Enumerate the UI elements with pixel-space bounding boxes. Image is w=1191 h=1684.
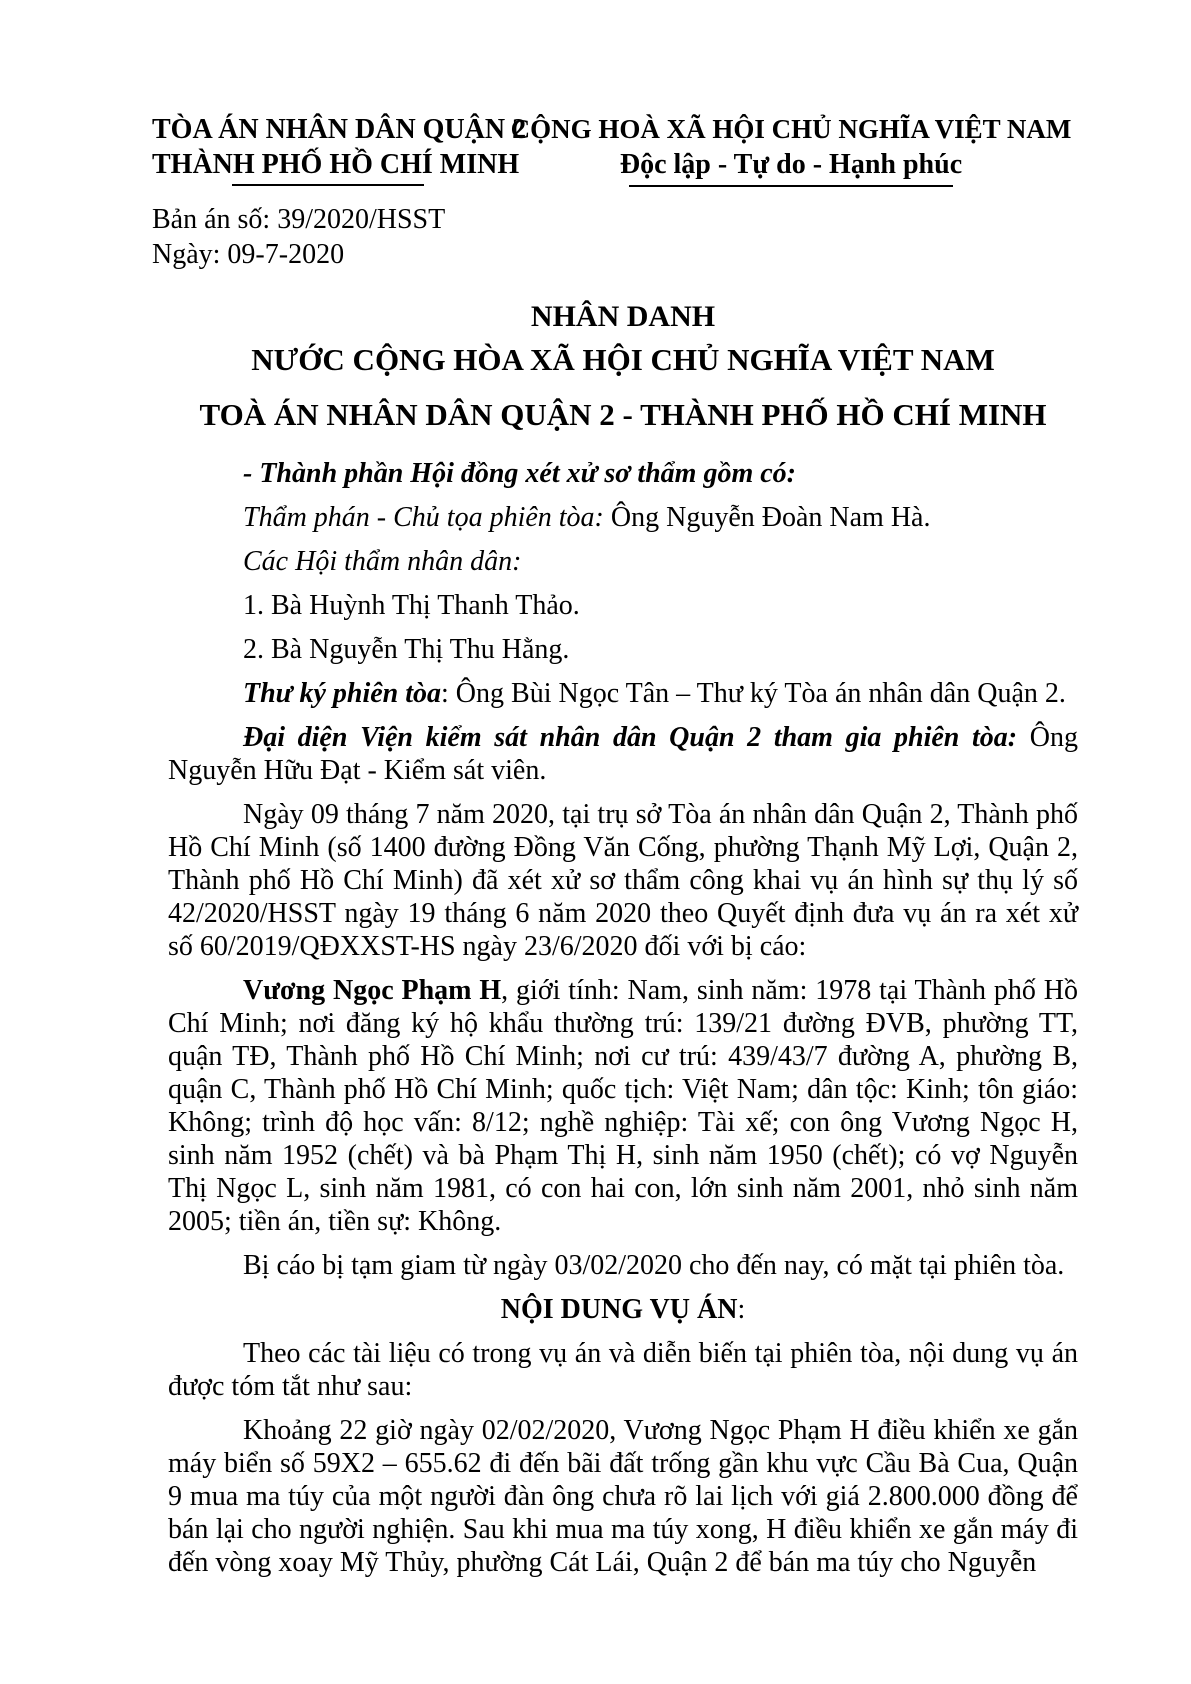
court-name-line2: THÀNH PHỐ HỒ CHÍ MINH — [152, 149, 520, 180]
case-intro-paragraph: Ngày 09 tháng 7 năm 2020, tại trụ sở Tòa án nhân dân Quận 2, Thành phố Hồ Chí Minh (số 1400 đường Đồng Văn Cống, phường Thạnh Mỹ Lợi, Quận 2, Thành phố Hồ Chí Minh) đã xét xử sơ thẩm công khai vụ án hình sự thụ lý số 42/2020/HSST ngày 19 tháng 6 năm 2020 theo Quyết định đưa vụ án ra xét xử số 60/2019/QĐXXST-HS ngày 23/6/2020 đối với bị cáo: — [168, 799, 1078, 962]
clerk-line — [168, 677, 1078, 710]
defendant-paragraph — [168, 974, 1078, 1238]
jurors-label: Các Hội thẩm nhân dân: — [243, 546, 522, 577]
panel-intro: - Thành phần Hội đồng xét xử sơ thẩm gồm có: — [243, 458, 796, 489]
section-heading-text: NỘI DUNG VỤ ÁN — [500, 1294, 738, 1325]
title-in-the-name: NHÂN DANH — [530, 300, 716, 333]
prosecutor-value: Ông Nguyễn Hữu Đạt - Kiểm sát viên. — [168, 722, 1078, 786]
prosecutor-label: Đại diện Viện kiểm sát nhân dân Quận 2 tham gia phiên tòa: — [243, 722, 1030, 753]
judge-label: Thẩm phán - Chủ tọa phiên tòa: — [243, 502, 611, 533]
judgment-date: Ngày: 09-7-2020 — [152, 239, 345, 270]
clerk-label: Thư ký phiên tòa — [243, 678, 442, 709]
title-republic: NƯỚC CỘNG HÒA XÃ HỘI CHỦ NGHĨA VIỆT NAM — [251, 342, 995, 377]
court-block — [152, 112, 527, 272]
republic-block — [504, 112, 1078, 187]
defendant-name: Vương Ngọc Phạm H — [243, 975, 502, 1006]
juror-2: 2. Bà Nguyễn Thị Thu Hằng. — [243, 634, 570, 665]
case-number: Bản án số: 39/2020/HSST — [152, 204, 446, 235]
section-heading-colon: : — [737, 1294, 746, 1325]
facts-paragraph: Khoảng 22 giờ ngày 02/02/2020, Vương Ngọc Phạm H điều khiển xe gắn máy biển số 59X2 – 655.62 đi đến bãi đất trống gần khu vực Cầu Bà Cua, Quận 9 mua ma túy của một người đàn ông chưa rõ lai lịch với giá 2.800.000 đồng để bán lại cho người nghiện. Sau khi mua ma túy xong, H điều khiển xe gắn máy đi đến vòng xoay Mỹ Thủy, phường Cát Lái, Quận 2 để bán ma túy cho Nguyễn — [168, 1415, 1078, 1578]
republic-motto-line1: CỘNG HOÀ XÃ HỘI CHỦ NGHĨA VIỆT NAM — [510, 114, 1072, 144]
motto-underline — [629, 185, 953, 187]
judge-name: Ông Nguyễn Đoàn Nam Hà. — [610, 502, 931, 533]
court-underline — [232, 184, 424, 186]
defendant-details: , giới tính: Nam, sinh năm: 1978 tại Thành phố Hồ Chí Minh; nơi đăng ký hộ khẩu thường trú: 139/21 đường ĐVB, phường TT, quận TĐ, Thành phố Hồ Chí Minh; nơi cư trú: 439/43/7 đường A, phường B, quận C, Thành phố Hồ Chí Minh; quốc tịch: Việt Nam; dân tộc: Kinh; tôn giáo: Không; trình độ học vấn: 8/12; nghề nghiệp: Tài xế; con ông Vương Ngọc H, sinh năm 1952 (chết) và bà Phạm Thị H, sinh năm 1950 (chết); có vợ Nguyễn Thị Ngọc L, sinh năm 1981, có con hai con, lớn sinh năm 2001, nhỏ sinh năm 2005; tiền án, tiền sự: Không. — [168, 975, 1078, 1237]
court-name-line1: TÒA ÁN NHÂN DÂN QUẬN 2 — [152, 114, 527, 145]
clerk-value: : Ông Bùi Ngọc Tân – Thư ký Tòa án nhân dân Quận 2. — [441, 678, 1066, 709]
section-heading — [168, 1293, 1078, 1326]
judgment-title-block — [168, 299, 1078, 434]
prosecutor-line — [168, 721, 1078, 787]
document-header — [152, 112, 1078, 272]
juror-1: 1. Bà Huỳnh Thị Thanh Thảo. — [243, 590, 580, 621]
republic-motto-line2: Độc lập - Tự do - Hạnh phúc — [619, 149, 963, 180]
summary-intro-paragraph: Theo các tài liệu có trong vụ án và diễn biến tại phiên tòa, nội dung vụ án được tóm tắt như sau: — [168, 1338, 1078, 1402]
judge-line — [168, 501, 1078, 534]
detention-line: Bị cáo bị tạm giam từ ngày 03/02/2020 cho đến nay, có mặt tại phiên tòa. — [243, 1250, 1065, 1281]
title-court: TOÀ ÁN NHÂN DÂN QUẬN 2 - THÀNH PHỐ HỒ CHÍ MINH — [199, 397, 1047, 432]
